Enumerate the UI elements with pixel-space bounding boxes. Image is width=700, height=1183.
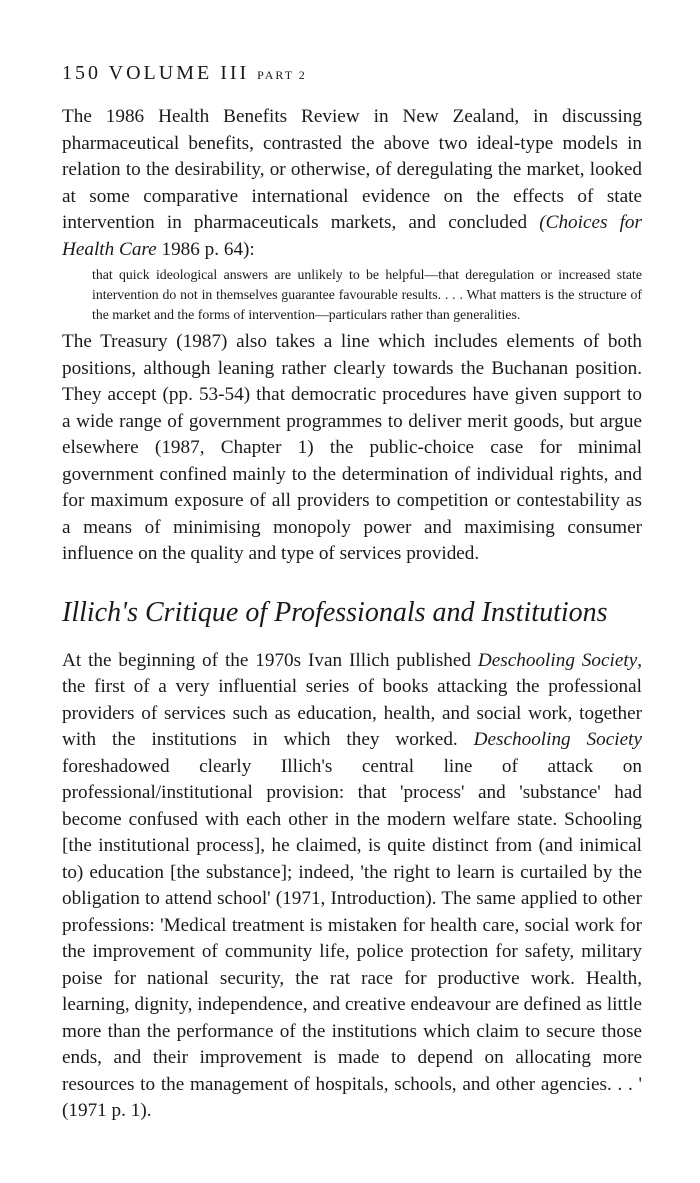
paragraph-health-benefits xyxy=(62,104,642,263)
paragraph-text: , the first of a very influential series of books attacking the professional providers of services such as education, health, and social work, together with the institutions in which they worked. xyxy=(62,649,643,750)
page-number: 150 xyxy=(62,62,101,84)
paragraph-text: 1986 p. 64): xyxy=(156,238,255,260)
volume-label: VOLUME III xyxy=(108,62,250,84)
paragraph-text: At the beginning of the 1970s Ivan Illich published xyxy=(62,649,478,671)
paragraph-text: The 1986 Health Benefits Review in New Zealand, in discussing pharmaceutical benefits, contrasted the above two ideal-type models in relation to the desirability, or otherwise, of deregulating the market, looked at some comparative international evidence on the effects of state intervention in pharmaceuticals markets, and concluded xyxy=(62,106,642,233)
paragraph-text: foreshadowed clearly Illich's central line of attack on professional/institutional provision: that 'process' and 'substance' had become confused with each other in the modern welfare state. Schooling [the institutional process], he claimed, is quite distinct from (and inimical to) education [the substance]; indeed, 'the right to learn is curtailed by the obligation to attend school' (1971, Introduction). The same applied to other professions: 'Medical treatment is mistaken for health care, social work for the improvement of community life, police protection for safety, military poise for national security, the rat race for productive work. Health, learning, dignity, independence, and creative endeavour are defined as little more than the performance of the institutions which claim to secure those ends, and their improvement is made to depend on allocating more resources to the management of hospitals, schools, and other agencies. . . ' (1971 p. 1). xyxy=(62,755,642,1121)
book-title: Deschooling Society xyxy=(473,729,642,750)
part-label: PART 2 xyxy=(257,68,307,82)
book-title: Deschooling Society xyxy=(477,649,638,671)
running-head xyxy=(62,60,642,88)
page-content xyxy=(62,60,642,1125)
section-heading: Illich's Critique of Professionals and Institutions xyxy=(62,596,608,628)
paragraph-illich xyxy=(62,648,642,1125)
paragraph-treasury: The Treasury (1987) also takes a line which includes elements of both positions, although leaning rather clearly towards the Buchanan position. They accept (pp. 53-54) that democratic procedures have given support to a wide range of government programmes to deliver merit goods, but argue elsewhere (1987, Chapter 1) the public-choice case for minimal government confined mainly to the determination of individual rights, and for maximum exposure of all providers to competition or contestability as a means of minimising monopoly power and maximising consumer influence on the quality and type of services provided. xyxy=(62,331,642,564)
citation-title: (Choices for Health Care xyxy=(62,212,642,260)
block-quote: that quick ideological answers are unlikely to be helpful—that deregulation or increased state intervention do not in themselves guarantee favourable results. . . . What matters is the structure of the market and the forms of intervention—particulars rather than generalities. xyxy=(92,267,642,322)
